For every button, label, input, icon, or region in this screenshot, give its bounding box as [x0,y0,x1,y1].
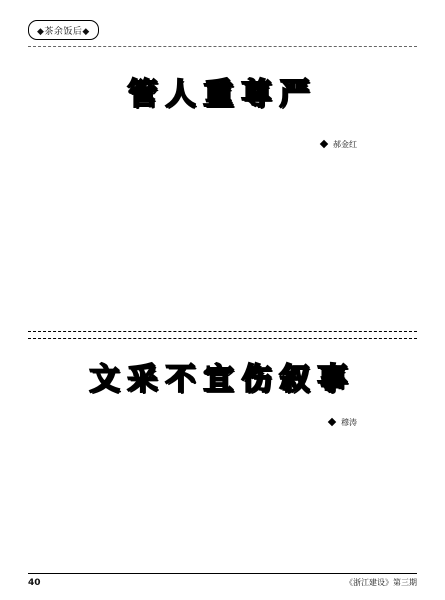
page-number: 40 [28,578,41,588]
header-band [28,20,417,47]
page-footer [28,573,417,588]
article1-body [28,157,417,325]
article1-author: 郝金红 [333,139,357,149]
article2-left-column [28,435,216,585]
article2-title: 文采不宜伤叙事 [89,362,356,397]
article1-title-area [28,47,417,135]
section-tag: ◆茶余饭后◆ [28,20,99,40]
article1-right-column [230,157,418,325]
article1-left-column [28,157,216,325]
journal-name: 《浙江建设》第三期 [345,578,417,587]
article-divider [28,331,417,339]
article2-body [28,435,417,585]
article1-title: 管人重尊严 [127,77,318,112]
article2-title-area [28,339,417,413]
article2-right-column [230,435,418,585]
article1-byline [28,135,417,153]
article2-byline [28,413,417,431]
article2-author: 穆涛 [341,417,357,427]
diamond-icon [320,140,328,148]
diamond-icon [328,418,336,426]
